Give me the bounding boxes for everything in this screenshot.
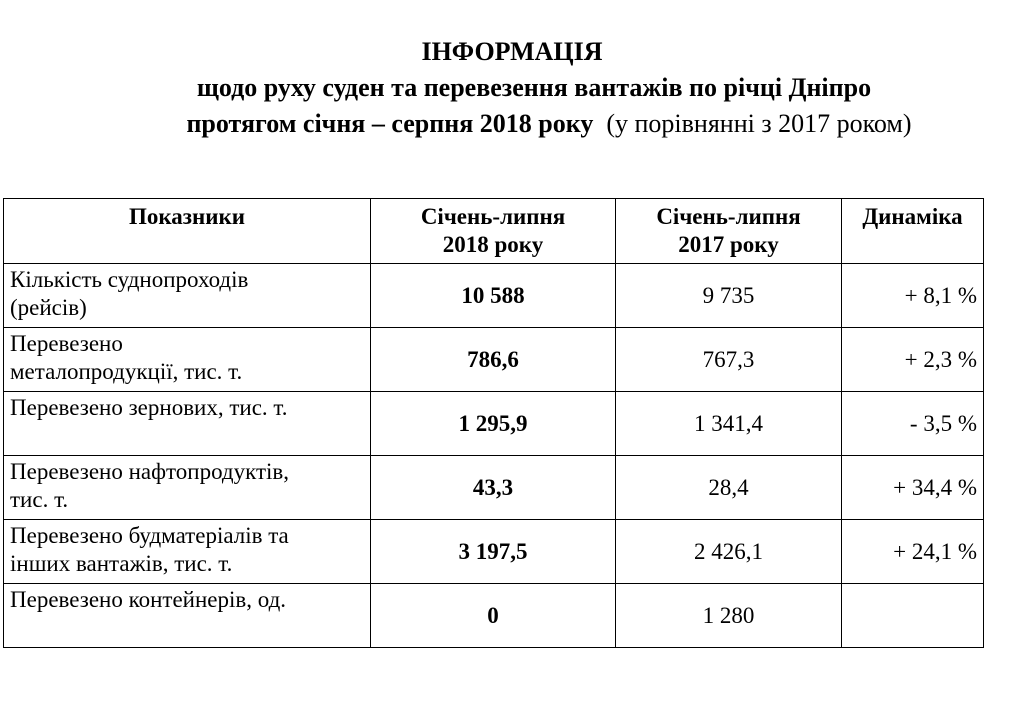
title-period: протягом січня – серпня 2018 року xyxy=(186,109,594,138)
row-label xyxy=(4,520,371,584)
value-2017: 2 426,1 xyxy=(616,520,842,584)
header-2017-line-1: Січень-липня xyxy=(656,204,801,229)
cargo-statistics-table xyxy=(3,198,984,648)
value-2018: 10 588 xyxy=(371,264,616,328)
row-label-line-2: тис. т. xyxy=(10,487,69,512)
value-dynamics: + 24,1 % xyxy=(842,520,984,584)
row-label-line-1: Перевезено xyxy=(10,331,123,356)
title-line-3 xyxy=(0,106,1024,142)
header-2017 xyxy=(616,199,842,264)
header-2017-line-2: 2017 року xyxy=(678,232,779,257)
header-dynamics: Динаміка xyxy=(842,199,984,264)
table-row xyxy=(4,392,984,456)
header-2018 xyxy=(371,199,616,264)
row-label-line-1: Перевезено зернових, тис. т. xyxy=(10,395,288,420)
value-2017: 28,4 xyxy=(616,456,842,520)
row-label-line-1: Перевезено будматеріалів та xyxy=(10,523,289,548)
table-row xyxy=(4,456,984,520)
row-label-line-2: інших вантажів, тис. т. xyxy=(10,551,233,576)
document-title xyxy=(0,34,1024,142)
value-2017: 1 280 xyxy=(616,584,842,648)
table-row xyxy=(4,328,984,392)
value-dynamics: + 2,3 % xyxy=(842,328,984,392)
table-row xyxy=(4,584,984,648)
value-2018: 3 197,5 xyxy=(371,520,616,584)
value-dynamics: - 3,5 % xyxy=(842,392,984,456)
table-header-row xyxy=(4,199,984,264)
value-2017: 1 341,4 xyxy=(616,392,842,456)
row-label-line-1: Перевезено нафтопродуктів, xyxy=(10,459,290,484)
row-label xyxy=(4,328,371,392)
header-2018-line-2: 2018 року xyxy=(442,232,544,257)
value-dynamics: + 8,1 % xyxy=(842,264,984,328)
value-2017: 9 735 xyxy=(616,264,842,328)
row-label-line-1: Перевезено контейнерів, од. xyxy=(10,587,287,612)
row-label-line-1: Кількість суднопроходів xyxy=(10,267,249,292)
value-2018: 1 295,9 xyxy=(371,392,616,456)
title-line-1: ІНФОРМАЦІЯ xyxy=(421,37,603,66)
title-comparison-note: (у порівнянні з 2017 роком) xyxy=(606,109,912,138)
header-indicators: Показники xyxy=(4,199,371,264)
value-dynamics: + 34,4 % xyxy=(842,456,984,520)
header-2018-line-1: Січень-липня xyxy=(420,204,566,229)
row-label-line-2: (рейсів) xyxy=(10,295,87,320)
table-row xyxy=(4,264,984,328)
row-label xyxy=(4,264,371,328)
value-2017: 767,3 xyxy=(616,328,842,392)
value-dynamics xyxy=(842,584,984,648)
title-line-2: щодо руху суден та перевезення вантажів по річці Дніпро xyxy=(196,73,872,102)
value-2018: 0 xyxy=(371,584,616,648)
value-2018: 43,3 xyxy=(371,456,616,520)
row-label xyxy=(4,392,371,456)
row-label-line-2: металопродукції, тис. т. xyxy=(10,359,243,384)
value-2018: 786,6 xyxy=(371,328,616,392)
row-label xyxy=(4,456,371,520)
row-label xyxy=(4,584,371,648)
table-row xyxy=(4,520,984,584)
